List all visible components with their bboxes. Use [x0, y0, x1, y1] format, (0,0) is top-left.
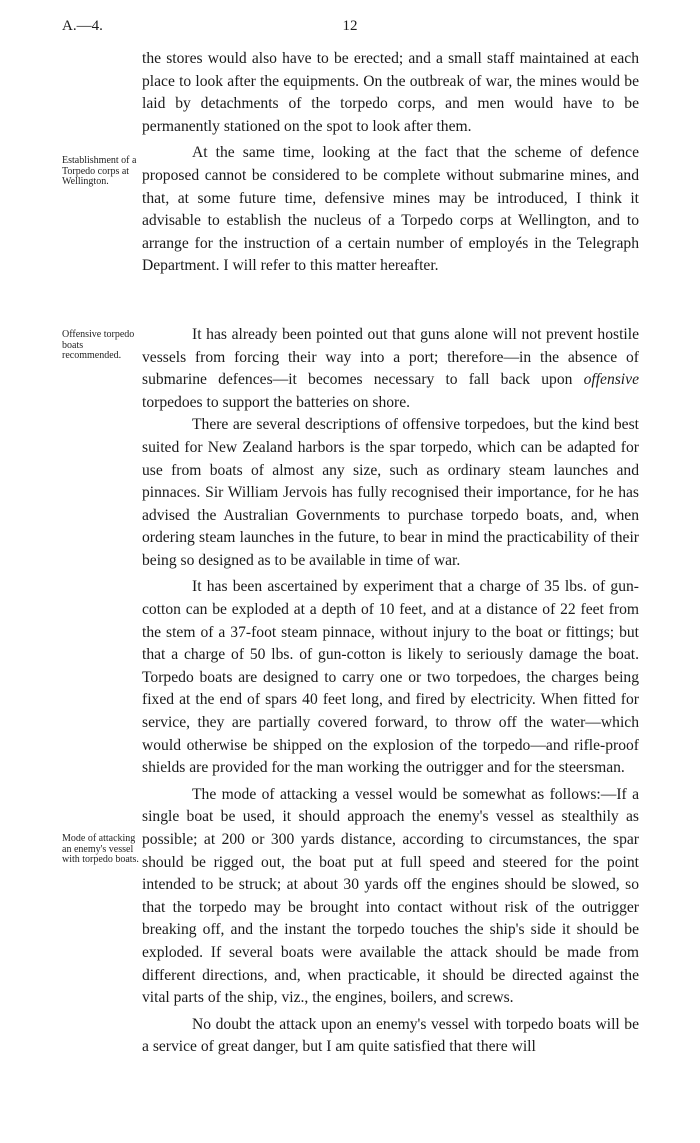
- page-header: [0, 12, 700, 38]
- paragraph-danger: No doubt the attack upon an enemy's vessel with torpedo boats will be a service of great danger, but I am quite satisfied that there will: [142, 1015, 639, 1056]
- document-reference: A.—4.: [62, 18, 103, 34]
- paragraph-stores: the stores would also have to be erected; and a small staff maintained at each place to look after the equipments. On the outbreak of war, the mines would be laid by detachments of the torpedo corps, and men would have to be permanently stationed on the spot to look after them.: [142, 50, 639, 135]
- paragraph-torpedo-corps: At the same time, looking at the fact that the scheme of defence proposed cannot be considered to be complete without submarine mines, and that, at some future time, defensive mines may be introduced, I think it advisable to establish the nucleus of a Torpedo corps at Wellington, and to arrange for the instruction of a certain number of employés in the Telegraph Department. I will refer to this matter hereafter.: [142, 144, 639, 275]
- margin-note-offensive-torpedo-boats: Offensive torpedo boats recommended.: [62, 329, 135, 361]
- body-text: [142, 48, 639, 1059]
- paragraph-spar-torpedo: There are several descriptions of offensive torpedoes, but the kind best suited for New Zealand harbors is the spar torpedo, which can be adapted for use from boats of almost any size, such as ordinary steam launches and pinnaces. Sir William Jervois has fully recognised their importance, for he has advised the Australian Governments to purchase torpedo boats, and, when ordering steam launches in the future, to bear in mind the practicability of their being so designed as to be available in time of war.: [142, 416, 639, 569]
- paragraph-offensive-torpedoes: [142, 324, 639, 414]
- paragraph-text: torpedoes to support the batteries on shore.: [142, 393, 411, 411]
- paragraph-text: It has already been pointed out that guns alone will not prevent hostile vessels from forcing their way into a port; therefore—in the absence of submarine defences—it becomes necessary to fall back upon: [142, 325, 639, 389]
- margin-note-torpedo-corps: Establishment of a Torpedo corps at Wellington.: [62, 155, 137, 187]
- paragraph-mode-of-attack: The mode of attacking a vessel would be somewhat as follows:—If a single boat be used, it should approach the enemy's vessel as stealthily as possible; at 200 or 300 yards distance, according to circumstances, the spar should be rigged out, the boat put at full speed and steered for the point intended to be struck; at about 30 yards off the engines should be slowed, so that the torpedo may be brought into contact without risk of the outrigger breaking off, and the instant the torpedo touches the ship's side it should be exploded. If several boats were available the attack should be made from different directions, and, when practicable, it should be directed against the vital parts of the ship, viz., the engines, boilers, and screws.: [142, 785, 639, 1007]
- paragraph-experiment: It has been ascertained by experiment that a charge of 35 lbs. of gun-cotton can be exploded at a depth of 10 feet, and at a distance of 22 feet from the stem of a 37-foot steam pinnace, without injury to the boat or fittings; but that a charge of 50 lbs. of gun-cotton is likely to seriously damage the boat. Torpedo boats are designed to carry one or two torpedoes, the charges being fixed at the end of spars 40 feet long, and fired by electricity. When fitted for service, they are partially covered forward, to throw off the water—which would otherwise be shipped on the explosion of the torpedo—and rifle-proof shields are provided for the man working the outrigger and for the steersman.: [142, 578, 639, 777]
- page-number: 12: [342, 18, 358, 34]
- emphasis-offensive: offensive: [583, 371, 639, 389]
- margin-note-mode-of-attack: Mode of attacking an enemy's vessel with torpedo boats.: [62, 833, 139, 865]
